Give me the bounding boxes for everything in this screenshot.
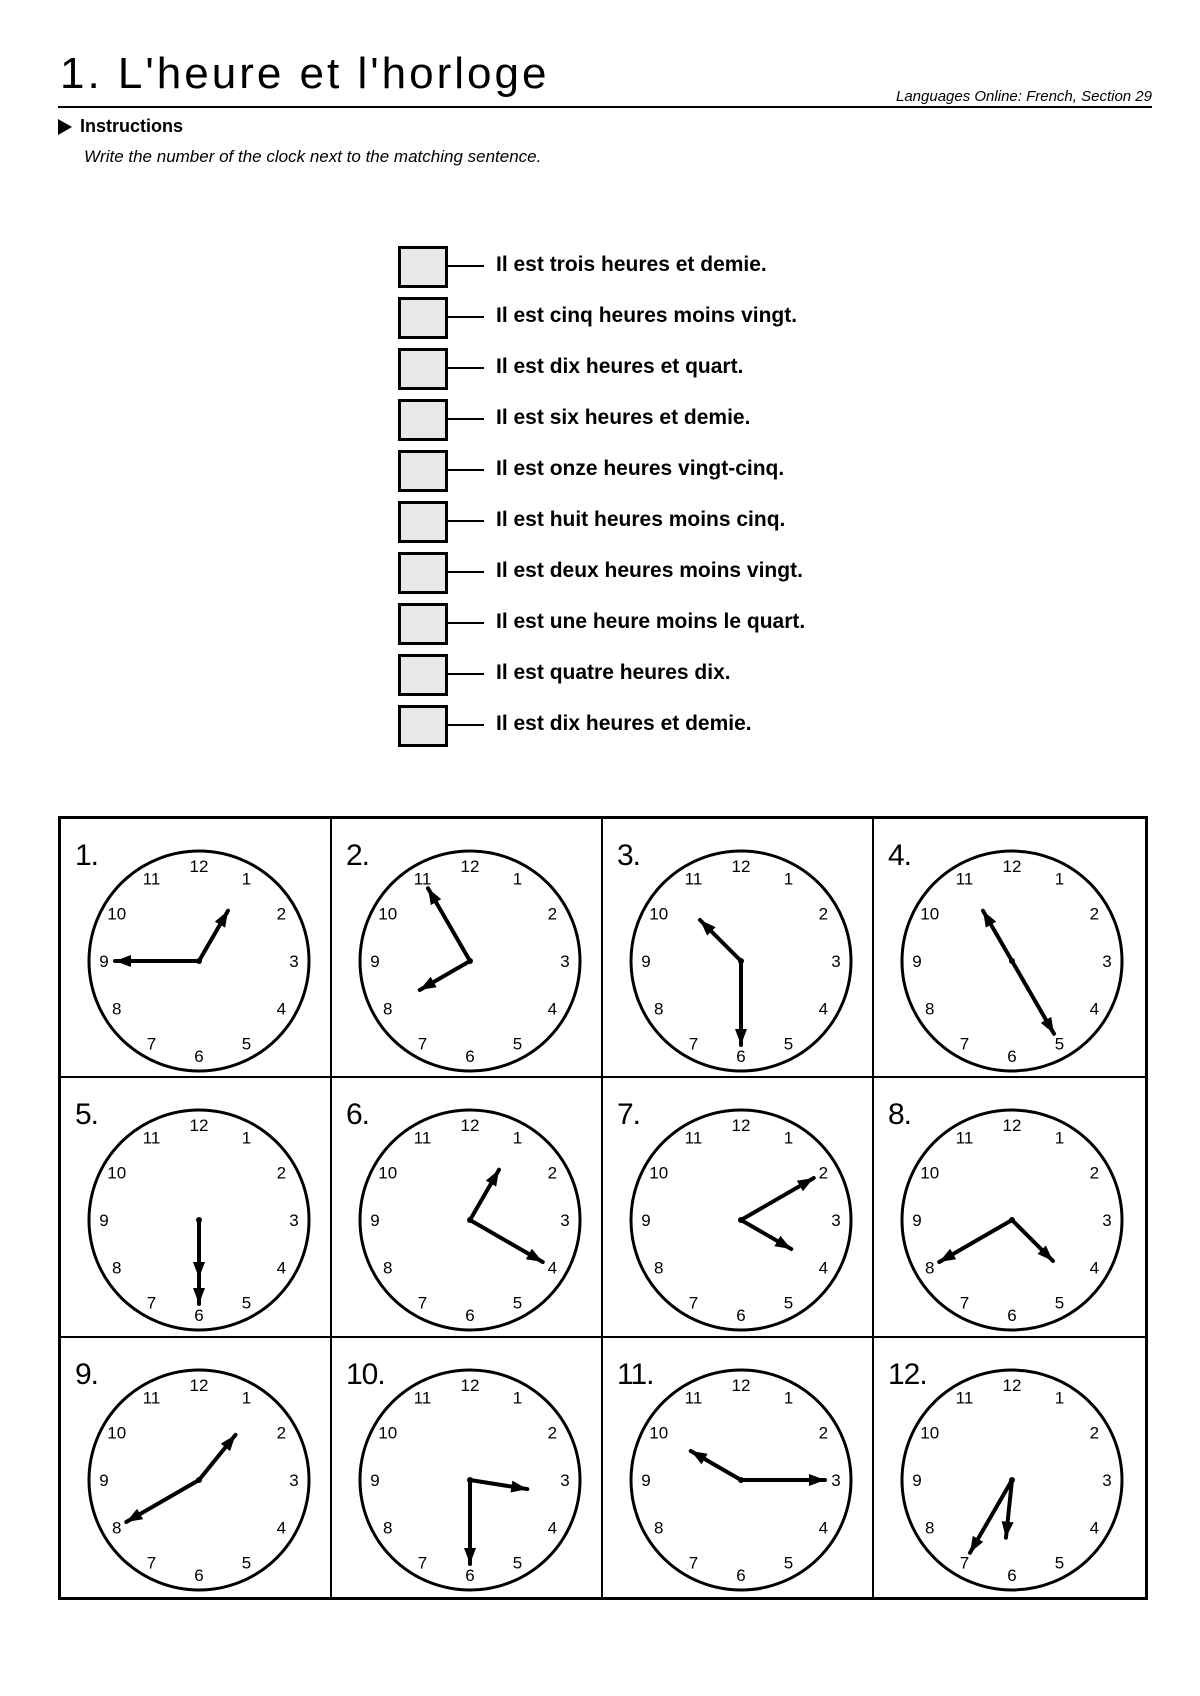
dial-number: 3: [1102, 1470, 1112, 1490]
dial-number: 9: [370, 1211, 380, 1231]
clock-label: 8.: [888, 1098, 912, 1132]
clock-cell: [61, 1338, 332, 1597]
dial-number: 6: [1007, 1565, 1017, 1585]
dial-number: 3: [831, 1470, 841, 1490]
dial-number: 11: [955, 1388, 974, 1408]
clock-center: [196, 958, 202, 964]
dial-number: 2: [276, 904, 287, 924]
clock-center: [738, 958, 744, 964]
dial-number: 8: [382, 1258, 393, 1278]
connector-line: [448, 469, 484, 471]
dial-number: 9: [912, 952, 922, 971]
dial-number: 9: [912, 1211, 922, 1231]
connector-line: [448, 673, 484, 675]
instructions-heading-label: Instructions: [80, 116, 184, 136]
dial-number: 2: [818, 904, 829, 924]
connector-line: [448, 367, 484, 369]
dial-number: 7: [417, 1293, 428, 1313]
dial-number: 1: [512, 1388, 523, 1408]
dial-number: 7: [417, 1034, 428, 1054]
dial-number: 2: [1089, 904, 1100, 924]
dial-number: 4: [1089, 1258, 1100, 1278]
dial-number: 10: [107, 1163, 127, 1183]
dial-number: 5: [512, 1034, 523, 1054]
dial-number: 7: [959, 1034, 970, 1054]
clock-cell: [874, 1078, 1145, 1337]
dial-number: 5: [1054, 1293, 1065, 1313]
dial-number: 11: [413, 1388, 432, 1408]
dial-number: 6: [736, 1565, 746, 1585]
clock-label: 12.: [888, 1357, 927, 1391]
dial-number: 1: [512, 869, 523, 889]
dial-number: 12: [731, 857, 751, 876]
dial-number: 8: [653, 999, 664, 1019]
dial-number: 9: [370, 1470, 380, 1490]
dial-number: 6: [465, 1047, 475, 1066]
clock-center: [467, 1477, 473, 1483]
dial-number: 6: [465, 1565, 475, 1585]
dial-number: 1: [1054, 869, 1065, 889]
dial-number: 10: [378, 1423, 398, 1443]
dial-number: 7: [688, 1034, 699, 1054]
clock-cell: [603, 819, 874, 1078]
clock-center: [738, 1477, 744, 1483]
dial-number: 8: [111, 1518, 122, 1538]
dial-number: 8: [924, 999, 935, 1019]
sentence-text: Il est cinq heures moins vingt.: [496, 304, 798, 327]
sentence-text: Il est quatre heures dix.: [496, 661, 731, 684]
connector-line: [448, 571, 484, 573]
answer-box[interactable]: [398, 603, 448, 645]
dial-number: 10: [649, 1423, 669, 1443]
clock-cell: [603, 1078, 874, 1337]
dial-number: 4: [818, 1518, 829, 1538]
connector-line: [448, 418, 484, 420]
answer-box[interactable]: [398, 501, 448, 543]
clock-center: [1009, 958, 1015, 964]
dial-number: 2: [547, 904, 558, 924]
answer-box[interactable]: [398, 399, 448, 441]
sentence-text: Il est trois heures et demie.: [496, 253, 767, 276]
dial-number: 5: [512, 1552, 523, 1572]
source-credit: Languages Online: French, Section 29: [895, 88, 1152, 105]
dial-number: 2: [818, 1163, 829, 1183]
dial-number: 12: [731, 1116, 751, 1136]
dial-number: 1: [241, 1129, 252, 1149]
dial-number: 4: [1089, 999, 1100, 1019]
clock-center: [1009, 1477, 1015, 1483]
dial-number: 4: [1089, 1518, 1100, 1538]
dial-number: 12: [1002, 857, 1022, 876]
dial-number: 1: [241, 869, 252, 889]
dial-number: 5: [783, 1034, 794, 1054]
clock-label: 9.: [75, 1357, 99, 1391]
answer-box[interactable]: [398, 654, 448, 696]
dial-number: 11: [142, 1129, 161, 1149]
dial-number: 12: [460, 1375, 480, 1395]
answer-box[interactable]: [398, 705, 448, 747]
dial-number: 8: [111, 1258, 122, 1278]
dial-number: 8: [111, 999, 122, 1019]
clock-cell: [332, 819, 603, 1078]
dial-number: 10: [107, 904, 127, 924]
dial-number: 2: [1089, 1423, 1100, 1443]
dial-number: 7: [146, 1034, 157, 1054]
dial-number: 9: [641, 952, 651, 971]
answer-box[interactable]: [398, 297, 448, 339]
clock-face: [623, 843, 859, 1079]
dial-number: 11: [413, 1129, 432, 1149]
clock-face: [81, 1102, 317, 1338]
clock-face: [352, 1362, 588, 1598]
dial-number: 1: [783, 1388, 794, 1408]
dial-number: 2: [1089, 1163, 1100, 1183]
dial-number: 1: [783, 869, 794, 889]
dial-number: 1: [512, 1129, 523, 1149]
dial-number: 9: [912, 1470, 922, 1490]
dial-number: 11: [684, 869, 703, 889]
dial-number: 3: [831, 952, 841, 971]
clock-center: [467, 1217, 473, 1223]
clock-label: 5.: [75, 1098, 99, 1132]
dial-number: 4: [276, 999, 287, 1019]
clock-cell: [61, 1078, 332, 1337]
connector-line: [448, 520, 484, 522]
dial-number: 3: [289, 952, 299, 971]
dial-number: 4: [547, 1258, 558, 1278]
clock-center: [738, 1217, 744, 1223]
clock-face: [352, 843, 588, 1079]
dial-number: 3: [831, 1211, 841, 1231]
clock-grid: [58, 816, 1148, 1600]
dial-number: 12: [1002, 1375, 1022, 1395]
clock-label: 6.: [346, 1098, 370, 1132]
clock-center: [467, 958, 473, 964]
clock-center: [196, 1477, 202, 1483]
dial-number: 2: [547, 1423, 558, 1443]
dial-number: 2: [818, 1423, 829, 1443]
dial-number: 3: [289, 1211, 299, 1231]
dial-number: 11: [955, 869, 974, 889]
clock-face: [81, 843, 317, 1079]
dial-number: 8: [924, 1258, 935, 1278]
clock-label: 2.: [346, 839, 370, 872]
dial-number: 10: [920, 904, 940, 924]
dial-number: 5: [241, 1034, 252, 1054]
dial-number: 11: [684, 1388, 703, 1408]
answer-box[interactable]: [398, 450, 448, 492]
sentence-text: Il est deux heures moins vingt.: [496, 559, 803, 582]
dial-number: 4: [547, 999, 558, 1019]
instructions-heading: [58, 116, 183, 137]
dial-number: 1: [1054, 1388, 1065, 1408]
dial-number: 12: [731, 1375, 751, 1395]
play-arrow-icon: [58, 119, 72, 135]
dial-number: 4: [818, 999, 829, 1019]
clock-face: [894, 1102, 1130, 1338]
dial-number: 7: [417, 1552, 428, 1572]
title-divider: [58, 106, 1152, 108]
clock-center: [196, 1217, 202, 1223]
dial-number: 7: [688, 1293, 699, 1313]
dial-number: 8: [653, 1258, 664, 1278]
dial-number: 10: [107, 1423, 127, 1443]
dial-number: 6: [194, 1565, 204, 1585]
sentence-text: Il est une heure moins le quart.: [496, 610, 806, 633]
dial-number: 7: [146, 1293, 157, 1313]
dial-number: 9: [641, 1470, 651, 1490]
dial-number: 4: [818, 1258, 829, 1278]
dial-number: 12: [460, 857, 480, 876]
dial-number: 5: [1054, 1552, 1065, 1572]
dial-number: 9: [370, 952, 380, 971]
dial-number: 1: [241, 1388, 252, 1408]
dial-number: 3: [560, 1470, 570, 1490]
dial-number: 10: [920, 1163, 940, 1183]
dial-number: 9: [641, 1211, 651, 1231]
dial-number: 9: [99, 952, 109, 971]
dial-number: 7: [959, 1293, 970, 1313]
sentence-text: Il est six heures et demie.: [496, 406, 751, 429]
dial-number: 2: [276, 1163, 287, 1183]
dial-number: 7: [146, 1552, 157, 1572]
dial-number: 3: [1102, 952, 1112, 971]
dial-number: 3: [560, 952, 570, 971]
clock-center: [1009, 1217, 1015, 1223]
dial-number: 10: [920, 1423, 940, 1443]
instructions-text: Write the number of the clock next to the matching sentence.: [84, 147, 542, 166]
dial-number: 6: [736, 1306, 746, 1326]
dial-number: 11: [142, 869, 161, 889]
dial-number: 1: [783, 1129, 794, 1149]
sentence-text: Il est dix heures et demie.: [496, 712, 752, 735]
dial-number: 7: [688, 1552, 699, 1572]
clock-face: [894, 843, 1130, 1079]
answer-box[interactable]: [398, 246, 448, 288]
clock-label: 3.: [617, 839, 641, 872]
dial-number: 10: [378, 1163, 398, 1183]
dial-number: 11: [955, 1129, 974, 1149]
dial-number: 8: [653, 1518, 664, 1538]
connector-line: [448, 316, 484, 318]
dial-number: 6: [1007, 1047, 1017, 1066]
dial-number: 5: [512, 1293, 523, 1313]
clock-face: [352, 1102, 588, 1338]
dial-number: 10: [378, 904, 398, 924]
connector-line: [448, 724, 484, 726]
dial-number: 5: [783, 1293, 794, 1313]
clock-label: 1.: [75, 839, 99, 872]
dial-number: 6: [1007, 1306, 1017, 1326]
dial-number: 6: [736, 1047, 746, 1066]
dial-number: 3: [1102, 1211, 1112, 1231]
clock-label: 4.: [888, 839, 912, 872]
clock-label: 11.: [617, 1357, 654, 1391]
clock-cell: [332, 1078, 603, 1337]
dial-number: 10: [649, 904, 669, 924]
dial-number: 5: [241, 1293, 252, 1313]
dial-number: 5: [241, 1552, 252, 1572]
clock-face: [894, 1362, 1130, 1598]
dial-number: 6: [194, 1047, 204, 1066]
sentence-text: Il est dix heures et quart.: [496, 355, 744, 378]
clock-face: [623, 1102, 859, 1338]
clock-cell: [874, 1338, 1145, 1597]
clock-cell: [603, 1338, 874, 1597]
dial-number: 4: [276, 1258, 287, 1278]
clock-label: 10.: [346, 1357, 385, 1391]
clock-cell: [874, 819, 1145, 1078]
dial-number: 9: [99, 1470, 109, 1490]
clock-cell: [61, 819, 332, 1078]
dial-number: 11: [413, 869, 432, 889]
clock-cell: [332, 1338, 603, 1597]
dial-number: 8: [382, 999, 393, 1019]
answer-box[interactable]: [398, 552, 448, 594]
clock-label: 7.: [617, 1098, 641, 1132]
connector-line: [448, 622, 484, 624]
clock-face: [81, 1362, 317, 1598]
dial-number: 3: [289, 1470, 299, 1490]
dial-number: 1: [1054, 1129, 1065, 1149]
dial-number: 5: [1054, 1034, 1065, 1054]
sentence-text: Il est huit heures moins cinq.: [496, 508, 786, 531]
dial-number: 7: [959, 1552, 970, 1572]
clock-face: [623, 1362, 859, 1598]
dial-number: 12: [460, 1116, 480, 1136]
answer-box[interactable]: [398, 348, 448, 390]
dial-number: 9: [99, 1211, 109, 1231]
dial-number: 11: [142, 1388, 161, 1408]
dial-number: 12: [189, 857, 209, 876]
dial-number: 2: [547, 1163, 558, 1183]
dial-number: 3: [560, 1211, 570, 1231]
dial-number: 6: [465, 1306, 475, 1326]
dial-number: 4: [276, 1518, 287, 1538]
dial-number: 12: [1002, 1116, 1022, 1136]
dial-number: 5: [783, 1552, 794, 1572]
dial-number: 6: [194, 1306, 204, 1326]
dial-number: 12: [189, 1375, 209, 1395]
dial-number: 12: [189, 1116, 209, 1136]
dial-number: 4: [547, 1518, 558, 1538]
connector-line: [448, 265, 484, 267]
dial-number: 8: [382, 1518, 393, 1538]
sentence-text: Il est onze heures vingt-cinq.: [496, 457, 785, 480]
dial-number: 2: [276, 1423, 287, 1443]
page-title: 1. L'heure et l'horloge: [60, 49, 550, 98]
dial-number: 10: [649, 1163, 669, 1183]
dial-number: 11: [684, 1129, 703, 1149]
dial-number: 8: [924, 1518, 935, 1538]
